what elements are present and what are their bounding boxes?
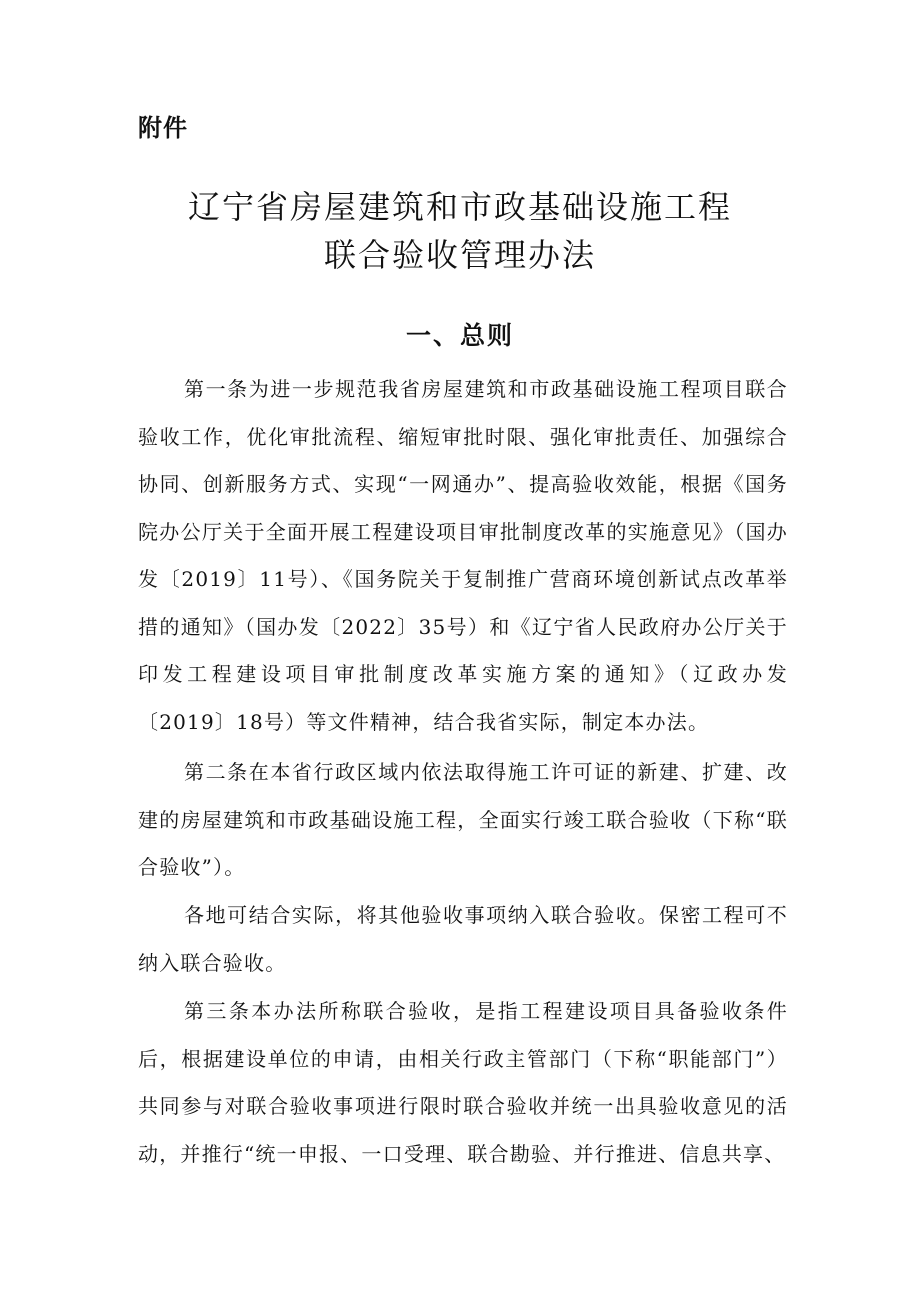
paragraph-note: 各地可结合实际，将其他验收事项纳入联合验收。保密工程可不纳入联合验收。 — [138, 903, 788, 975]
document-title-line-1: 辽宁省房屋建筑和市政基础设施工程 — [187, 188, 732, 226]
attachment-label: 附件 — [138, 114, 188, 142]
paragraph-article-1: 第一条为进一步规范我省房屋建筑和市政基础设施工程项目联合验收工作，优化审批流程、缩短审批时限、强化审批责任、加强综合协同、创新服务方式、实现“一网通办”、提高验收效能，根据《国务院办公厅关于全面开展工程建设项目审批制度改革的实施意见》（国办发〔2019〕11号）、《国务院关于复制推广营商环境创新试点改革举措的通知》（国办发〔2022〕35号）和《辽宁省人民政府办公厅关于印发工程建设项目审批制度改革实施方案的通知》（辽政办发〔2019〕18号）等文件精神，结合我省实际，制定本办法。 — [138, 377, 788, 734]
section-heading: 一、总则 — [405, 321, 514, 350]
document-title-line-2: 联合验收管理办法 — [323, 236, 596, 274]
paragraph-article-3: 第三条本办法所称联合验收，是指工程建设项目具备验收条件后，根据建设单位的申请，由相关行政主管部门（下称“职能部门”）共同参与对联合验收事项进行限时联合验收并统一出具验收意见的活动，并推行“统一申报、一口受理、联合勘验、并行推进、信息共享、 — [138, 999, 788, 1166]
paragraph-article-2: 第二条在本省行政区域内依法取得施工许可证的新建、扩建、改建的房屋建筑和市政基础设施工程，全面实行竣工联合验收（下称“联合验收”）。 — [138, 760, 788, 879]
